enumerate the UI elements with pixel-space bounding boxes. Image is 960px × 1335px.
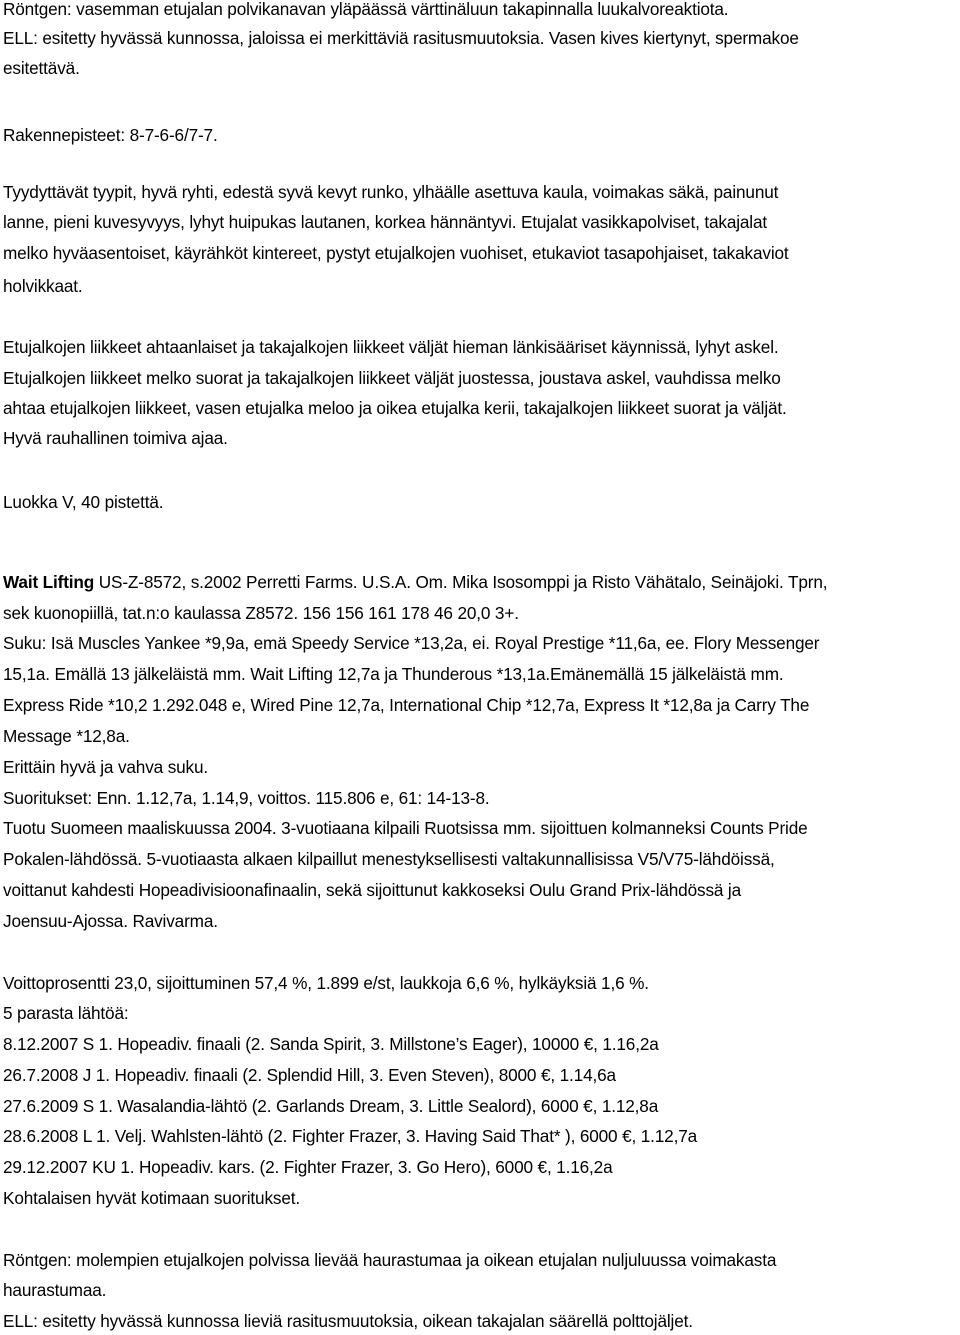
text-line: Joensuu-Ajossa. Ravivarma. xyxy=(3,911,218,931)
horse-header-line xyxy=(3,572,827,592)
text-line: ELL: esitetty hyvässä kunnossa, jaloissa ei merkittäviä rasitusmuutoksia. Vasen kives kiertynyt, spermakoe xyxy=(3,28,799,48)
text-line: Röntgen: vasemman etujalan polvikanavan yläpäässä värttinäluun takapinnalla luukalvoreaktiota. xyxy=(3,0,729,19)
race-line: 29.12.2007 KU 1. Hopeadiv. kars. (2. Fighter Frazer, 3. Go Hero), 6000 €, 1.16,2a xyxy=(3,1157,613,1177)
race-line: 26.7.2008 J 1. Hopeadiv. finaali (2. Splendid Hill, 3. Even Steven), 8000 €, 1.14,6a xyxy=(3,1065,616,1085)
race-line: 28.6.2008 L 1. Velj. Wahlsten-lähtö (2. Fighter Frazer, 3. Having Said That* ), 6000 €, 1.12,7a xyxy=(3,1126,698,1146)
race-line: 27.6.2009 S 1. Wasalandia-lähtö (2. Garlands Dream, 3. Little Sealord), 6000 €, 1.12,8a xyxy=(3,1096,659,1116)
text-line: Erittäin hyvä ja vahva suku. xyxy=(3,757,209,777)
text-line: 5 parasta lähtöä: xyxy=(3,1003,129,1023)
text-line: Tuotu Suomeen maaliskuussa 2004. 3-vuotiaana kilpaili Ruotsissa mm. sijoittuen kolmanneksi Counts Pride xyxy=(3,818,808,838)
text-line: 15,1a. Emällä 13 jälkeläistä mm. Wait Lifting 12,7a ja Thunderous *13,1a.Emänemällä 15 jälkeläistä mm. xyxy=(3,664,784,684)
text-line: ahtaa etujalkojen liikkeet, vasen etujalka meloo ja oikea etujalka kerii, takajalkojen liikkeet suorat ja väljät. xyxy=(3,398,787,418)
horse-name: Wait Lifting xyxy=(3,572,95,592)
text-line: Hyvä rauhallinen toimiva ajaa. xyxy=(3,428,228,448)
text-line: Etujalkojen liikkeet melko suorat ja takajalkojen liikkeet väljät juostessa, joustava askel, vauhdissa melko xyxy=(3,368,781,388)
race-line: 8.12.2007 S 1. Hopeadiv. finaali (2. Sanda Spirit, 3. Millstone’s Eager), 10000 €, 1.16,2a xyxy=(3,1034,659,1054)
text-line: Suku: Isä Muscles Yankee *9,9a, emä Speedy Service *13,2a, ei. Royal Prestige *11,6a, ee. Flory Messenger xyxy=(3,633,820,653)
text-line: Etujalkojen liikkeet ahtaanlaiset ja takajalkojen liikkeet väljät hieman länkisääriset käynnissä, lyhyt askel. xyxy=(3,337,779,357)
horse-details: US-Z-8572, s.2002 Perretti Farms. U.S.A. Om. Mika Isosomppi ja Risto Vähätalo, Seinäjoki. Tprn, xyxy=(94,572,828,592)
text-line: lanne, pieni kuvesyvyys, lyhyt huipukas lautanen, korkea hännäntyvi. Etujalat vasikkapolviset, takajalat xyxy=(3,212,768,232)
text-line: ELL: esitetty hyvässä kunnossa lieviä rasitusmuutoksia, oikean takajalan säärellä polttojäljet. xyxy=(3,1311,693,1331)
text-line: haurastumaa. xyxy=(3,1280,107,1300)
text-line: sek kuonopiillä, tat.n:o kaulassa Z8572. 156 156 161 178 46 20,0 3+. xyxy=(3,603,519,623)
text-line: Luokka V, 40 pistettä. xyxy=(3,492,164,512)
text-line: Kohtalaisen hyvät kotimaan suoritukset. xyxy=(3,1188,301,1208)
text-line: voittanut kahdesti Hopeadivisioonafinaalin, sekä sijoittunut kakkoseksi Oulu Grand Prix-lähdössä ja xyxy=(3,880,741,900)
text-line: melko hyväasentoiset, käyrähköt kintereet, pystyt etujalkojen vuohiset, etukaviot tasapohjaiset, takakaviot xyxy=(3,243,789,263)
text-line: Pokalen-lähdössä. 5-vuotiaasta alkaen kilpaillut menestyksellisesti valtakunnallisissa V5/V75-lähdöissä, xyxy=(3,849,775,869)
text-line: esitettävä. xyxy=(3,58,80,78)
text-line: holvikkaat. xyxy=(3,276,83,296)
text-line: Message *12,8a. xyxy=(3,726,130,746)
text-line: Rakennepisteet: 8-7-6-6/7-7. xyxy=(3,125,218,145)
text-line: Voittoprosentti 23,0, sijoittuminen 57,4 %, 1.899 e/st, laukkoja 6,6 %, hylkäyksiä 1,6 %. xyxy=(3,973,649,993)
text-line: Röntgen: molempien etujalkojen polvissa lievää haurastumaa ja oikean etujalan nuljuluussa voimakasta xyxy=(3,1250,777,1270)
text-line: Express Ride *10,2 1.292.048 e, Wired Pine 12,7a, International Chip *12,7a, Express It *12,8a ja Carry The xyxy=(3,695,810,715)
text-line: Suoritukset: Enn. 1.12,7a, 1.14,9, voittos. 115.806 e, 61: 14-13-8. xyxy=(3,788,490,808)
text-line: Tyydyttävät tyypit, hyvä ryhti, edestä syvä kevyt runko, ylhäälle asettuva kaula, voimakas säkä, painunut xyxy=(3,182,779,202)
